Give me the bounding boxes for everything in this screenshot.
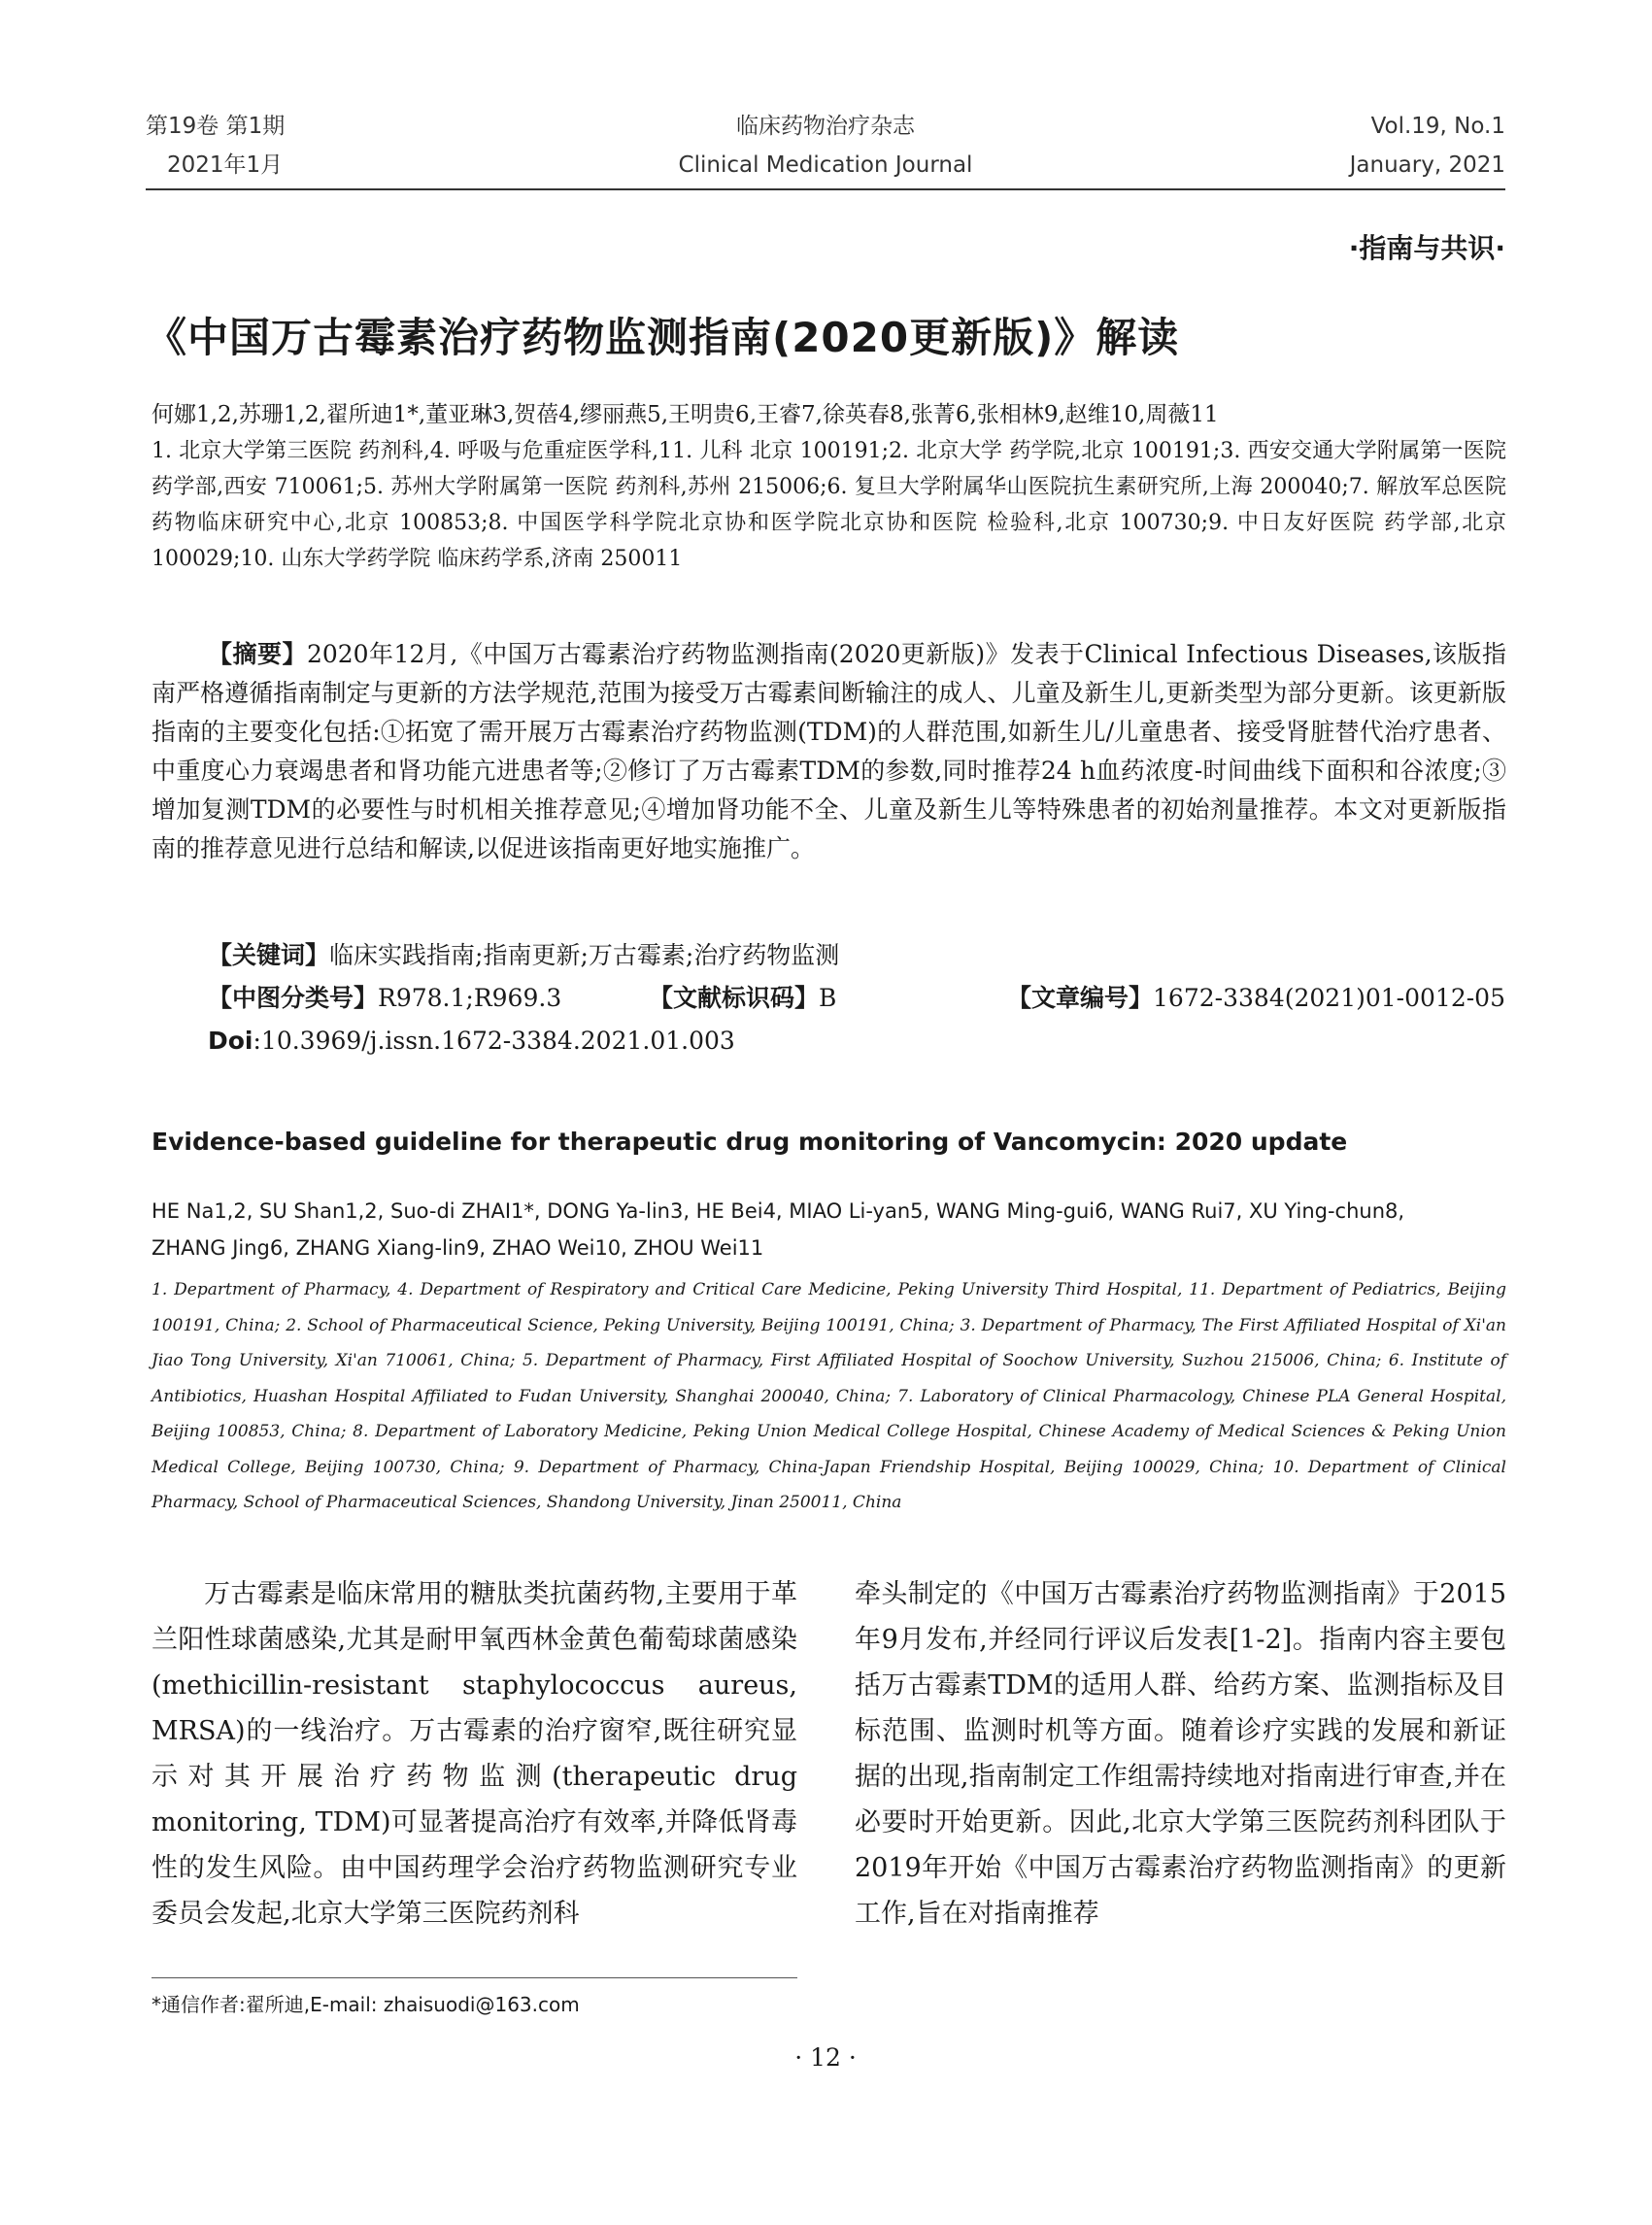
- article-title-en: Evidence-based guideline for therapeutic drug monitoring of Vancomycin: 2020 update: [152, 1128, 1348, 1156]
- keywords: [208, 936, 1509, 975]
- header-journal-en: Clinical Medication Journal: [678, 152, 973, 178]
- header-date-en: January, 2021: [1349, 152, 1505, 178]
- doc-code-label: 【文献标识码】: [649, 984, 820, 1012]
- header-volume: 第19卷 第1期: [146, 114, 286, 139]
- header-volume-en: Vol.19, No.1: [1370, 114, 1505, 139]
- authors-en-line2: ZHANG Jing6, ZHANG Xiang-lin9, ZHAO Wei10, ZHOU Wei11: [152, 1236, 764, 1260]
- article-number-label: 【文章编号】: [1007, 984, 1154, 1012]
- article-number: [1007, 979, 1505, 1018]
- clc-value: R978.1;R969.3: [378, 984, 562, 1012]
- abstract-text: 2020年12月,《中国万古霉素治疗药物监测指南(2020更新版)》发表于Clinical Infectious Diseases,该版指南严格遵循指南制定与更新的方法学规范,范围为接受万古霉素间断输注的成人、儿童及新生儿,更新类型为部分更新。该更新版指南的主要变化包括:①拓宽了需开展万古霉素治疗药物监测(TDM)的人群范围,如新生儿/儿童患者、接受肾脏替代治疗患者、中重度心力衰竭患者和肾功能亢进患者等;②修订了万古霉素TDM的参数,同时推荐24 h血药浓度-时间曲线下面积和谷浓度;③增加复测TDM的必要性与时机相关推荐意见;④增加肾功能不全、儿童及新生儿等特殊患者的初始剂量推荐。本文对更新版指南的推荐意见进行总结和解读,以促进该指南更好地实施推广。: [152, 640, 1506, 862]
- doi: [208, 1022, 735, 1061]
- authors-en-line1: HE Na1,2, SU Shan1,2, Suo-di ZHAI1*, DONG Ya-lin3, HE Bei4, MIAO Li-yan5, WANG Ming-gui6, WANG Rui7, XU Ying-chun8,: [152, 1199, 1405, 1223]
- document-code: [649, 979, 836, 1018]
- doi-label: Doi: [208, 1027, 253, 1055]
- doi-value: :10.3969/j.issn.1672-3384.2021.01.003: [253, 1027, 735, 1055]
- header-date-cn: 2021年1月: [167, 152, 284, 178]
- keywords-label: 【关键词】: [208, 941, 330, 969]
- footnote-corresponding-author: *通信作者:翟所迪,E-mail: zhaisuodi@163.com: [152, 1993, 580, 2016]
- affiliations-cn: 1. 北京大学第三医院 药剂科,4. 呼吸与危重症医学科,11. 儿科 北京 100191;2. 北京大学 药学院,北京 100191;3. 西安交通大学附属第一医院 药学部,西安 710061;5. 苏州大学附属第一医院 药剂科,苏州 215006;6. 复旦大学附属华山医院抗生素研究所,上海 200040;7. 解放军总医院 药物临床研究中心,北京 100853;8. 中国医学科学院北京协和医学院北京协和医院 检验科,北京 100730;9. 中日友好医院 药学部,北京 100029;10. 山东大学药学院 临床药学系,济南 250011: [152, 439, 1506, 571]
- body-column-right: 牵头制定的《中国万古霉素治疗药物监测指南》于2015年9月发布,并经同行评议后发表[1-2]。指南内容主要包括万古霉素TDM的适用人群、给药方案、监测指标及目标范围、监测时机等方面。随着诊疗实践的发展和新证据的出现,指南制定工作组需持续地对指南进行审查,并在必要时开始更新。因此,北京大学第三医院药剂科团队于2019年开始《中国万古霉素治疗药物监测指南》的更新工作,旨在对指南推荐: [855, 1579, 1506, 1929]
- abstract-label: 【摘要】: [208, 640, 307, 668]
- page-number: · 12 ·: [794, 2043, 857, 2072]
- footnote-rule: [152, 1977, 797, 1978]
- article-number-value: 1672-3384(2021)01-0012-05: [1153, 984, 1505, 1012]
- body-column-left: 万古霉素是临床常用的糖肽类抗菌药物,主要用于革兰阳性球菌感染,尤其是耐甲氧西林金黄色葡萄球菌感染(methicillin-resistant staphylococcus aureus, MRSA)的一线治疗。万古霉素的治疗窗窄,既往研究显示对其开展治疗药物监测(therapeutic drug monitoring, TDM)可显著提高治疗有效率,并降低肾毒性的发生风险。由中国药理学会治疗药物监测研究专业委员会发起,北京大学第三医院药剂科: [152, 1579, 797, 1929]
- clc-label: 【中图分类号】: [208, 984, 379, 1012]
- header-journal-cn: 临床药物治疗杂志: [736, 114, 915, 139]
- header-rule: [146, 188, 1505, 190]
- abstract: [152, 635, 1506, 868]
- affiliations-en: 1. Department of Pharmacy, 4. Department of Respiratory and Critical Care Medicine, Peking University Third Hospital, 11. Department of Pediatrics, Beijing 100191, China; 2. School of Pharmaceutical Science, Peking University, Beijing 100191, China; 3. Department of Pharmacy, The First Affiliated Hospital of Xi'an Jiao Tong University, Xi'an 710061, China; 5. Department of Pharmacy, First Affiliated Hospital of Soochow University, Suzhou 215006, China; 6. Institute of Antibiotics, Huashan Hospital Affiliated to Fudan University, Shanghai 200040, China; 7. Laboratory of Clinical Pharmacology, Chinese PLA General Hospital, Beijing 100853, China; 8. Department of Laboratory Medicine, Peking Union Medical College Hospital, Chinese Academy of Medical Sciences & Peking Union Medical College, Beijing 100730, China; 9. Department of Pharmacy, China-Japan Friendship Hospital, Beijing 100029, China; 10. Department of Clinical Pharmacy, School of Pharmaceutical Sciences, Shandong University, Jinan 250011, China: [152, 1280, 1506, 1512]
- article-title-cn: 《中国万古霉素治疗药物监测指南(2020更新版)》解读: [146, 314, 1180, 361]
- authors-cn: 何娜1,2,苏珊1,2,翟所迪1*,董亚琳3,贺蓓4,缪丽燕5,王明贵6,王睿7,徐英春8,张菁6,张相林9,赵维10,周薇11: [152, 402, 1219, 427]
- keywords-text: 临床实践指南;指南更新;万古霉素;治疗药物监测: [329, 941, 840, 969]
- section-tag: ·指南与共识·: [1348, 232, 1505, 264]
- doc-code-value: B: [819, 984, 837, 1012]
- clc-number: [208, 979, 561, 1018]
